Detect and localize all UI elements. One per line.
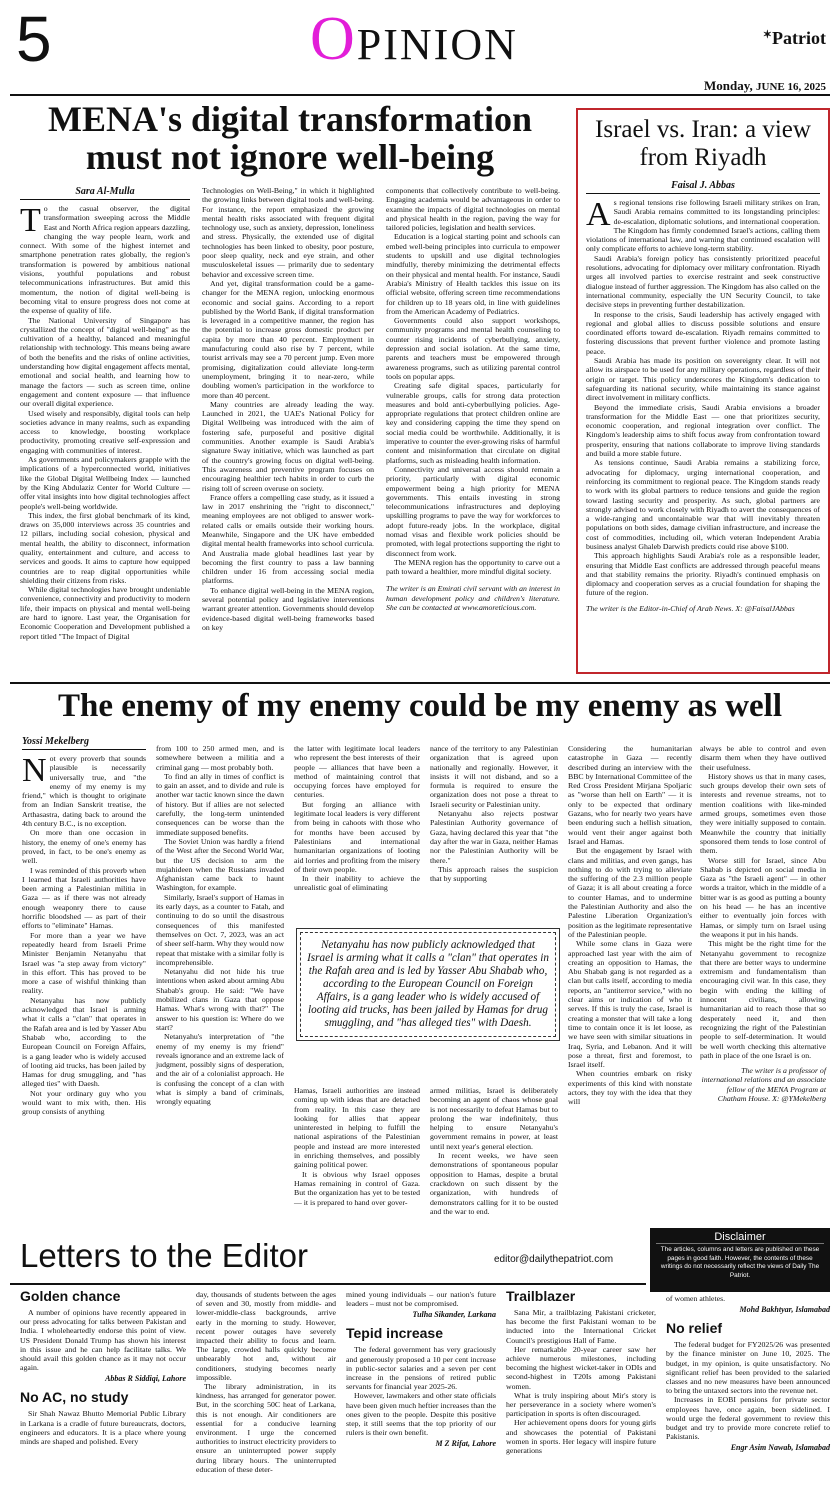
paragraph: Netanyahu's interpretation of "the enemy of my enemy is my friend" reveals ignorance and an extreme lack of judgment, possibly signs of desperation, and the air of a colonialist approach. He is confusing the concept of a clan with what is simply a band of criminals, wrongly equating xyxy=(156,1032,284,1107)
paragraph: As governments and policymakers grapple with the implications of a hyperconnected world, initiatives like the Global Digital Wellbeing Index — launched by the King Abdulaziz Center for World Culture — offer vital insights into how digital technologies affect people's well-being worldwide. xyxy=(20,455,190,511)
byline: Sara Al-Mulla xyxy=(20,186,190,200)
drop-cap: A xyxy=(586,196,611,233)
paragraph: nance of the territory to any Palestinian organization that is agreed upon nationally and regionally. However, it insists it will not disband, and so a formula is required to ensure the organization does not pose a threat to Israeli security or Palestinian unity. xyxy=(430,744,558,809)
paper-name: Patriot xyxy=(772,28,826,48)
byline: Yossi Mekelberg xyxy=(22,736,146,750)
paragraph: Saudi Arabia has made its position on sovereignty clear. It will not allow its airspace to be used for any military operations, regardless of their origin or target. This policy underscores the Kingdom's dedication to safeguarding its national security, while maintaining its stance against direct involvement in military conflicts. xyxy=(586,356,820,403)
paragraph: Netanyahu did not hide his true intentions when asked about arming Abu Shabab's group. He said: "We have mobilized clans in Gaza that oppose Hamas. What's wrong with that?" The answer to his question is: Where do we start? xyxy=(156,967,284,1032)
paragraph: On more than one occasion in history, the enemy of one's enemy has proved, in fact, to be one's enemy as well. xyxy=(22,828,146,866)
paragraph: Similarly, Israel's support of Hamas in its early days, as a counter to Fatah, and continuing to do so until the disastrous consequences of this manifested themselves on Oct. 7, 2023, was an act of sheer self-harm. Why they would now repeat that mistake with a similar folly is incomprehensible. xyxy=(156,892,284,967)
paragraph: Netanyahu also rejects postwar Palestinian Authority governance of Gaza, having declared this year that "the day after the war in Gaza, neither Hamas nor the Palestinian Authority will be there." xyxy=(430,809,558,865)
letter-title: Golden chance xyxy=(20,1288,121,1304)
paragraph: But the engagement by Israel with clans and militias, and even gangs, has nothing to do with trying to alleviate the suffering of the 2.3 million people of Gaza; it is all about creating a force to counter Hamas, and to undermine the Palestinian Authority and also the Palestine Liberation Organization's position as the legitimate representative of the Palestinian people. xyxy=(568,846,692,939)
paragraph: As tensions continue, Saudi Arabia remains a stabilizing force, advocating for diplomacy, urging international cooperation, and reinforcing its commitment to regional peace. The Kingdom stands ready to work with its global partners to reduce tensions and guide the region toward lasting security and prosperity. As such, global partners are strongly advised to work closely with Riyadh to avert the consequences of a wide-ranging and uncontainable war that will inevitably threaten populations on both sides, damage civilian infrastructure, and increase the cost of commodities, including oil, which veteran Independent Arabia business analyst Ghaleb Darwish predicts could rise above $100. xyxy=(586,458,820,551)
paragraph: In recent weeks, we have seen demonstrations of spontaneous popular opposition to Hamas, despite a brutal crackdown on such dissent by the organization, with hundreds of demonstrators calling for it to be ousted and the war to end. xyxy=(430,1151,558,1216)
letters-rule xyxy=(10,1283,646,1285)
paragraph: Education is a logical starting point and schools can embed well-being principles into curricula to empower students to upskill and use digital technologies mindfully, thereby minimizing the detrimental effects on their physical and mental health. For instance, Saudi Arabia's Ministry of Health tackles this issue on its official website, offering screen time recommendations for children up to 18 years old, in line with guidelines from the American Academy of Pediatrics. xyxy=(386,232,560,316)
paper-logo-mark: ✶ xyxy=(762,29,773,41)
article-column xyxy=(586,180,820,613)
letters-title: Letters to the Editor xyxy=(20,1237,308,1274)
article-mena xyxy=(14,100,566,672)
paragraph: Many countries are already leading the way. Launched in 2021, the UAE's National Policy for Digital Wellbeing was introduced with the aim of fostering safe, purposeful and positive digital communities. Another example is Saudi Arabia's signature Sway initiative, which was launched as part of the country's growing focus on digital well-being. This awareness and preventive program focuses on encouraging healthier tech habits in order to curb the rising toll of screen overuse on society. xyxy=(202,399,374,493)
paragraph: It is obvious why Israel opposes Hamas remaining in control of Gaza. But the organization has yet to be tested — it is prepared to hand over gover- xyxy=(294,1169,420,1207)
article-riyadh xyxy=(576,108,830,674)
article-headline: MENA's digital transformation must not ignore well-being xyxy=(48,99,532,177)
paragraph: The federal government has very graciously and generously proposed a 10 per cent increase in public-sector salaries and a seven per cent increase in the pensions of retired public servants for financial year 2025-26. xyxy=(346,1345,496,1392)
page-number: 5 xyxy=(16,3,52,75)
letters-column xyxy=(346,1290,496,1454)
paragraph: This index, the first global benchmark of its kind, draws on 35,000 interviews across 35 countries and 12 pillars, including social cohesion, physical and mental health, the ability to disconnect, information quality, entertainment and culture, and access to services and goods. It aims to capture how equipped countries are to reap digital opportunities while shielding their citizens from risks. xyxy=(20,510,190,585)
article-enemy xyxy=(10,686,830,1282)
letter-text: day, thousands of students between the ages of seven and 30, mostly from middle- and lower-middle-class backgrounds, arrive early in the morning to study. However, recent power outages have severely impacted their ability to focus and learn. The large, crowded halls quickly become unbearably hot and, without air conditioners, studying becomes nearly impossible. xyxy=(196,1290,336,1382)
paragraph: the latter with legitimate local leaders who represent the best interests of their people — alliances that have been a method of maintaining control that occupying forces have employed for centuries. xyxy=(294,744,420,800)
letter-signature: Engr Asim Nawab, Islamabad xyxy=(730,1443,830,1453)
paragraph: This approach highlights Saudi Arabia's role as a responsible leader, ensuring that Middle East conflicts are addressed through peaceful means and that stability remains the priority. Riyadh's continued emphasis on diplomacy and cooperation serves as a crucial foundation for shaping the future of the region. xyxy=(586,551,820,598)
article-column xyxy=(568,744,692,1107)
drop-cap: N xyxy=(22,752,47,789)
paragraph: s regional tensions rise following Israeli military strikes on Iran, Saudi Arabia remains committed to its longstanding principles: de-escalation, diplomatic solutions, and international cooperation. The Kingdom has firmly condemned Israel's actions, calling them violations of international law, and warning that continued escalation will only complicate efforts to achieve long-term stability. xyxy=(586,198,820,254)
article-column xyxy=(202,186,374,632)
section-rule xyxy=(10,682,830,684)
section-title-initial: O xyxy=(310,5,357,73)
paragraph: Technologies on Well-Being," in which it highlighted the growing links between digital tools and well-being. For instance, the report emphasized the growing mental health risks associated with frequent digital technology use, such as anxiety, depression, loneliness and stress. Physically, the extended use of digital technologies has been linked to obesity, poor posture, poor sleep quality, neck and eye strain, and other musculoskeletal issues — primarily due to sedentary behavior and excessive screen time. xyxy=(202,186,374,279)
letter-title: Tepid increase xyxy=(346,1325,444,1342)
drop-cap: T xyxy=(20,202,41,239)
paragraph: Increases in EOBI pensions for private sector employees have, once again, been sidelined. I would urge the federal government to review this budget and try to provide more concrete relief to Pakistanis. xyxy=(666,1395,830,1442)
article-column xyxy=(294,1086,420,1207)
article-column xyxy=(22,736,146,1117)
byline: Faisal J. Abbas xyxy=(586,180,820,194)
paragraph: Worse still for Israel, since Abu Shabab is depicted on social media in Gaza as "the Israeli agent" — in other words a traitor, which in the middle of a bitter war is as good as putting a bounty on his head — he has an incentive either to eventually join forces with Hamas, or simply turn on Israel using the weapons it put in his hands. xyxy=(700,855,826,939)
paragraph: Her achievement opens doors for young girls and showcases the potential of Pakistani women in sports. Her legacy will inspire future generations xyxy=(506,1418,656,1456)
paragraph: from 100 to 250 armed men, and is somewhere between a militia and a criminal gang — most probably both. xyxy=(156,744,284,772)
letter-title: No AC, no study xyxy=(20,1389,129,1406)
paragraph: Hamas, Israeli authorities are instead coming up with ideas that are detached from reality. In this case they are looking for allies that appear uninterested in helping to fulfill the national aspirations of the Palestinian people and instead are more interested in enriching themselves, and possibly gaining political power. xyxy=(294,1086,420,1170)
paragraph: Considering the humanitarian catastrophe in Gaza — recently described during an interview with the BBC by International Committee of the Red Cross President Mirjana Spoljaric as "worse than hell on Earth" — it is only to be expected that ordinary Gazans, who for nearly two years have been enduring such a hellish situation, would vent their anger against both Israel and Hamas. xyxy=(568,744,692,846)
paragraph: For more than a year we have repeatedly heard from Israeli Prime Minister Benjamin Netanyahu that Israel was "a step away from victory" in this effort. This has proved to be more a case of wishful thinking than reality. xyxy=(22,930,146,996)
article-column xyxy=(700,744,826,1103)
paragraph: armed militias, Israel is deliberately becoming an agent of chaos whose goal is not necessarily to defeat Hamas but to prolong the war indefinitely, thus helping to ensure Netanyahu's government remains in power, at least until next year's general election. xyxy=(430,1086,558,1151)
article-column xyxy=(430,744,558,883)
paragraph: To find an ally in times of conflict is to gain an asset, and to divide and rule is another war tactic known since the dawn of history. But if allies are not selected carefully, the long-term unintended consequences can be worse than the immediate supposed benefits. xyxy=(156,771,284,837)
disclaimer-text: The articles, columns and letters are published on these pages in good faith. However, the contents of these writings do not necessarily reflect the views of Daily The Patriot. xyxy=(660,1246,820,1279)
paragraph: What is truly inspiring about Mir's story is her perseverance in a society where women's participation in sports is often discouraged. xyxy=(506,1390,656,1419)
paragraph: In their inability to achieve the unrealistic goal of eliminating xyxy=(294,874,420,893)
paragraph: To enhance digital well-being in the MENA region, several potential policy and legislative interventions warrant greater attention. Governments should develop evidence-based digital well-being frameworks based on key xyxy=(202,585,374,632)
paragraph: Saudi Arabia's foreign policy has consistently prioritized peaceful resolutions, advocating for diplomacy over military confrontation. Riyadh urges all involved parties to exercise restraint and seek constructive dialogue instead of further aggression. The Kingdom has also called on the international community, especially the UN Security Council, to take decisive steps in preventing further destabilization. xyxy=(586,253,820,310)
paragraph: In response to the crisis, Saudi leadership has actively engaged with regional and global allies to discuss possible solutions and ensure coordinated efforts toward de-escalation. Riyadh remains committed to fostering discussions that prevent further violence and promote lasting peace. xyxy=(586,309,820,356)
article-column xyxy=(156,744,284,1107)
paragraph: components that collectively contribute to well-being. Engaging academia would be advantageous in order to examine the impacts of digital technologies on mental and physical health in the region, paving the way for tailored policies, legislation and health services. xyxy=(386,186,560,233)
paragraph: But forging an alliance with legitimate local leaders is very different from being in cahoots with those who for months have been accused by Palestinians and international humanitarian organizations of looting aid lorries and profiting from the misery of their own people. xyxy=(294,799,420,874)
article-headline: The enemy of my enemy could be my enemy as well xyxy=(57,688,783,724)
disclaimer-box xyxy=(650,1228,830,1292)
letter-text: of women athletes. xyxy=(666,1294,726,1303)
paragraph: Sana Mir, a trailblazing Pakistani cricketer, has become the first Pakistani woman to be inducted into the International Cricket Council's prestigious Hall of Fame. xyxy=(506,1308,656,1345)
masthead-rule xyxy=(10,94,830,96)
letters-column xyxy=(506,1286,656,1455)
author-note: The writer is the Editor-in-Chief of Arab News. X: @FaisalJAbbas xyxy=(586,603,795,613)
letters-column xyxy=(20,1286,186,1446)
editor-email[interactable]: editor@dailythepatriot.com xyxy=(494,1254,614,1265)
paragraph: The MENA region has the opportunity to carve out a path toward a healthier, more mindful digital society. xyxy=(386,557,560,577)
article-column xyxy=(20,186,190,641)
paragraph: always be able to control and even disarm them when they have outlived their usefulness. xyxy=(700,744,826,772)
letter-text: The library administration, in its kindness, has arranged for generator power. But, in the scorching 50C heat of Larkana, this is not enough. Air conditioners are essential for a conducive learning environment. I urge the concerned authorities to instruct electricity providers to ensure an uninterrupted power supply during library hours. The uninterrupted education of these deter- xyxy=(196,1382,336,1474)
paragraph: While digital technologies have brought undeniable convenience, connectivity and productivity to modern life, their impacts on physical and mental well-being are hard to ignore. Last year, the Organisation for Economic Cooperation and Development published a report titled "The Impact of Digital xyxy=(20,585,190,641)
article-column xyxy=(294,744,420,893)
paragraph: Beyond the immediate crisis, Saudi Arabia envisions a broader transformation for the Middle East — one that prioritizes security, economic cooperation, and regional integration over conflict. The Kingdom's leadership aims to shift focus away from confrontation toward prosperity, ensuring that nations collaborate to improve living standards and build a more stable future. xyxy=(586,402,820,459)
paragraph: This approach raises the suspicion that by supporting xyxy=(430,864,558,884)
paragraph: This might be the right time for the Netanyahu government to recognize that there are better ways to undermine extremism and fundamentalism than encouraging civil war. In this case, they begin with ending the killing of innocent civilians, allowing humanitarian aid to reach those that so desperately need it, and then recognizing the right of the Palestinian people to self-determination. It would be well worth checking this alternative path in place of the one Israel is on. xyxy=(700,939,826,1060)
letters-column xyxy=(196,1290,336,1474)
paragraph: And yet, digital transformation could be a game-changer for the MENA region, unlocking enormous economic and social gains. According to a report published by the World Bank, if digital transformation is leveraged in a competitive manner, the region has the potential to increase gross domestic product per capita by more than 40 percent. Employment in manufacturing could also rise by 7 percent, while tourist arrivals may see a 70 percent jump. Even more promising, digitalization could alleviate long-term unemployment, bringing it to near-zero, while doubling women's participation in the workforce to more than 40 percent. xyxy=(202,278,374,400)
article-headline: Israel vs. Iran: a view from Riyadh xyxy=(595,116,811,171)
section-title xyxy=(310,4,518,80)
letters-header xyxy=(10,1236,646,1280)
paragraph: Her remarkable 20-year career saw her achieve numerous milestones, including becoming the highest wicket-taker in ODIs and second-highest in T20Is among Pakistani women. xyxy=(506,1344,656,1391)
letters-column xyxy=(666,1294,830,1458)
paragraph: France offers a compelling case study, as it issued a law in 2017 enshrining the "right to disconnect," meaning employees are not obliged to answer work-related calls or emails outside their working hours. Meanwhile, Singapore and the UK have embedded digital mental health frameworks into school curricula. And Australia made global headlines last year by becoming the first country to pass a law banning children under 16 from accessing social media platforms. xyxy=(202,492,374,586)
author-note: The writer is an Emirati civil servant with an interest in human development policy and children's literature. She can be contacted at www.amoreticious.com. xyxy=(386,584,560,613)
letter-title: Trailblazer xyxy=(506,1288,576,1304)
letter-signature: Tulha Sikander, Larkana xyxy=(412,1310,496,1320)
issue-date: Monday, JUNE 16, 2025 xyxy=(704,78,826,93)
paragraph: History shows us that in many cases, such groups develop their own sets of interests and revenue streams, not to mention coalitions with like-minded armed groups, sometimes even those they were initially supposed to contain. Meanwhile the country that initially sponsored them tends to lose control of them. xyxy=(700,771,826,856)
paragraph: A number of opinions have recently appeared in our press advocating for talks between Pakistan and India. I wholeheartedly endorse this point of view. US President Donald Trump has shown his interest in this issue and he can help facilitate talks. We should avail this golden chance as it may not occur again. xyxy=(20,1308,186,1373)
disclaimer-title: Disclaimer xyxy=(656,1231,824,1244)
paragraph: Not your ordinary guy who you would want to mix with, then. His group consists of anything xyxy=(22,1088,146,1117)
letter-title: No relief xyxy=(666,1320,723,1337)
paragraph: Creating safe digital spaces, particularly for vulnerable groups, calls for strong data protection measures and bold anti-cyberbullying policies. Age-appropriate regulations that protect children online are key and considering capping the time they spend on social media could be worthwhile. Additionally, it is imperative to counter the ever-growing risks of harmful content and misinformation that circulate on digital platforms, such as misleading health information. xyxy=(386,381,560,465)
article-column xyxy=(386,186,560,612)
paragraph: The Soviet Union was hardly a friend of the West after the Second World War, but the US decision to arm the mujahideen when the Russians invaded Afghanistan came back to haunt Washington, for example. xyxy=(156,836,284,893)
letter-text: mined young individuals – our nation's future leaders – must not be compromised. xyxy=(346,1290,496,1309)
paragraph: The National University of Singapore has crystallized the concept of "digital well-being" as the cultivation of a healthy, balanced and meaningful relationship with technology. This means being aware of both the benefits and the risks of online activities, understanding how digital engagement affects mental, emotional and social health, and learning how to manage the factors — such as screen time, online engagement and content exposure — that influence our overall digital experience. xyxy=(20,315,190,409)
paragraph: Governments could also support workshops, community programs and mental health counseling to counter rising incidents of cyberbullying, anxiety, depression and social isolation. At the same time, parents and teachers must be empowered through awareness programs, such as utilizing parental control tools on popular apps. xyxy=(386,316,560,381)
letter-text: Sir Shah Nawaz Bhutto Memorial Public Library in Larkana is a cradle of future bureaucrats, doctors, engineers and educators. It is a place where young minds are shaped and polished. Every xyxy=(20,1409,186,1447)
letter-signature: M Z Rifat, Lahore xyxy=(435,1439,496,1449)
letter-signature: Abbas R Siddiqi, Lahore xyxy=(105,1374,186,1384)
pull-quote: Netanyahu has now publicly acknowledged that Israel is arming what it calls a "clan" that operates in the Rafah area and is led by Yasser Abu Shabab who, according to the European Council on Foreign Affairs, is a gang leader who is widely accused of looting aid trucks, has been jailed by Hamas for drug smuggling, and "has alleged ties" with Daesh. xyxy=(300,932,556,1037)
paragraph: Used wisely and responsibly, digital tools can help societies advance in many realms, such as expanding access to knowledge, boosting workplace productivity, promoting creative self-expression and engaging with communities of interest. xyxy=(20,408,190,455)
paper-logo xyxy=(763,28,826,49)
paragraph: I was reminded of this proverb when I learned that Israeli authorities have been arming a Palestinian militia in Gaza — as if there was not already enough weaponry there to cause horrific bloodshed — as part of their efforts to "eliminate" Hamas. xyxy=(22,865,146,931)
paragraph: However, lawmakers and other state officials have been given much heftier increases than the ones given to the people. Despite this positive step, it still seems that the top priority of our rulers is their own benefit. xyxy=(346,1391,496,1438)
section-title-rest: PINION xyxy=(356,20,518,69)
paragraph: When countries embark on risky experiments of this kind with nonstate actors, they toy with the idea that they will xyxy=(568,1069,692,1107)
masthead xyxy=(10,4,830,92)
paragraph: Connectivity and universal access should remain a priority, particularly with digital economic empowerment being a high priority for MENA governments. This entails investing in strong telecommunications infrastructures and deploying upskilling programs to pave the way for workforces to adopt future-ready jobs. In the workplace, digital nomad visas and flexible work policies should be promoted, with legal protections supporting the right to disconnect from work. xyxy=(386,464,560,558)
article-column xyxy=(430,1086,558,1216)
paragraph: While some clans in Gaza were approached last year with the aim of creating an opposition to Hamas, the Abu Shabab gang is not regarded as a clan but calls itself, according to media reports, an "antiterror service," with no clear aims or indication of who it serves. If this is truly the case, Israel is creating a monster that will take a long time to contain once it is let loose, as we have seen with similar situations in Iraq, Syria, and Lebanon. And it will pose a threat, first and foremost, to Israel itself. xyxy=(568,939,692,1070)
paragraph: Netanyahu has now publicly acknowledged that Israel is arming what it calls a "clan" that operates in the Rafah area and is led by Yasser Abu Shabab who, according to the European Council on Foreign Affairs, is a gang leader who is widely accused of looting aid trucks, has been jailed by Hamas for drug smuggling, and "has alleged ties" with Daesh. xyxy=(22,995,146,1089)
paragraph: o the casual observer, the digital transformation sweeping across the Middle East and North Africa region appears dazzling, changing the way people learn, work and connect. With some of the highest internet and smartphone penetration rates globally, the region's transformation is powered by ambitious national visions, youthful populations and robust telecommunications infrastructures. But amid this momentum, the notion of digital well-being is becoming vital to ensure progress does not come at the expense of quality of life. xyxy=(20,204,190,316)
author-note: The writer is a professor of international relations and an associate fellow of the MENA Program at Chatham House. X: @YMekelberg xyxy=(701,1066,826,1103)
letter-signature: Mohd Bakhtyar, Islamabad xyxy=(739,1305,830,1315)
paragraph: The federal budget for FY2025/26 was presented by the finance minister on June 10, 2025. The budget, in my opinion, is quite unsatisfactory. No significant relief has been provided to the salaried classes and no new measures have been announced to bring the untaxed sectors into the revenue net. xyxy=(666,1340,830,1396)
paragraph: ot every proverb that sounds plausible is necessarily universally true, and "the enemy of my enemy is my friend," which is thought to originate from an Indian Sanskrit treatise, the Arthasastra, dating back to around the 4th century B.C., is no exception. xyxy=(22,754,146,829)
